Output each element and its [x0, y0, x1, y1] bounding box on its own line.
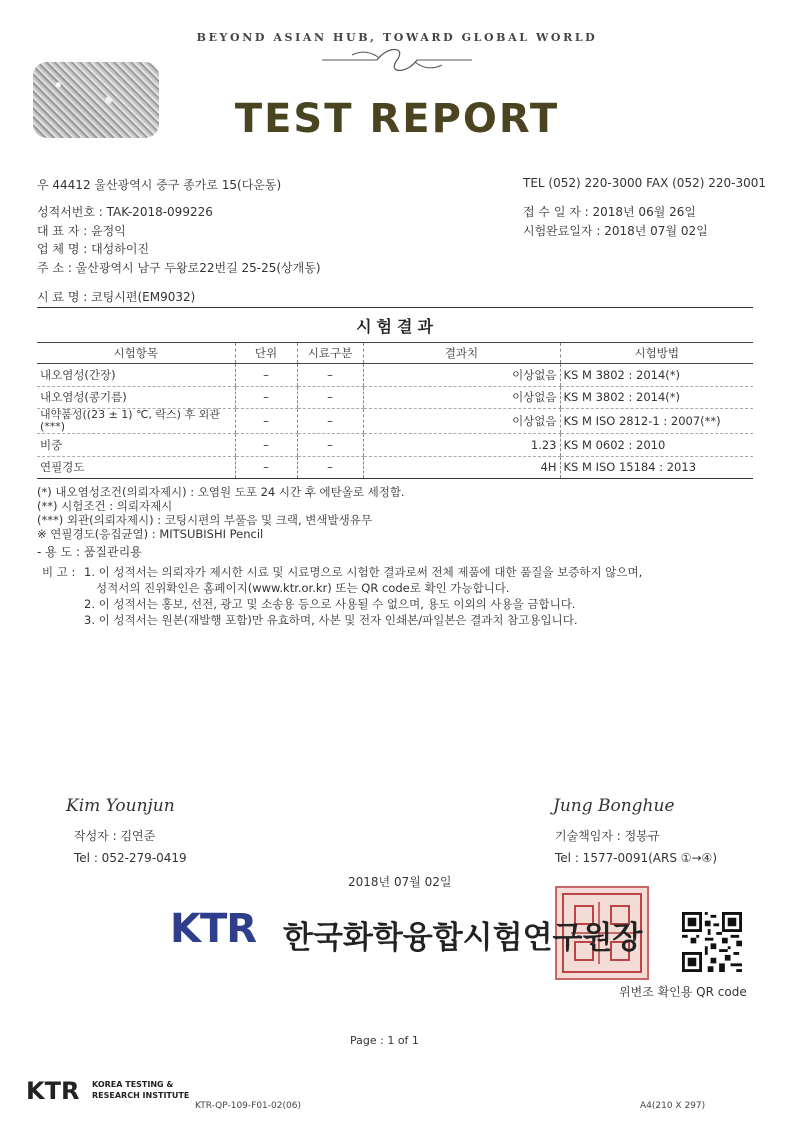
table-header: [37, 343, 753, 364]
cell-test-item: 내약품성((23 ± 1) ℃, 락스) 후 외관 (***): [37, 409, 235, 434]
lab-contact: TEL (052) 220-3000 FAX (052) 220-3001: [523, 176, 766, 190]
cell-sample-type: –: [297, 386, 363, 409]
table-row: [37, 456, 753, 479]
manager-name: 기술책임자 : 정봉규: [555, 829, 660, 843]
cell-method: KS M 3802 : 2014(*): [560, 364, 753, 387]
remark-line: 3. 이 성적서는 원본(재발행 포함)만 유효하며, 사본 및 전자 인쇄본/파일본은 결과치 참고용입니다.: [84, 613, 578, 627]
page-number: Page : 1 of 1: [350, 1034, 419, 1047]
completion-date: 시험완료일자 : 2018년 07월 02일: [523, 224, 708, 238]
cell-result: 이상없음: [363, 409, 560, 434]
cell-sample-type: –: [297, 409, 363, 434]
table-row: [37, 386, 753, 409]
table-row: [37, 434, 753, 457]
col-header: 시험항목: [37, 343, 235, 364]
cell-method: KS M ISO 2812-1 : 2007(**): [560, 409, 753, 434]
sample-name: 시 료 명 : 코팅시편(EM9032): [37, 290, 196, 304]
divider: [37, 307, 753, 308]
cell-method: KS M ISO 15184 : 2013: [560, 456, 753, 479]
cell-result: 1.23: [363, 434, 560, 457]
col-header: 결과치: [363, 343, 560, 364]
col-header: 시험방법: [560, 343, 753, 364]
qr-code-icon: [682, 912, 742, 972]
paper-size: A4(210 X 297): [640, 1101, 706, 1111]
cell-result: 이상없음: [363, 386, 560, 409]
cell-test-item: 비중: [37, 434, 235, 457]
manager-tel: Tel : 1577-0091(ARS ①→④): [555, 851, 717, 865]
qr-caption: 위변조 확인용 QR code: [619, 985, 747, 999]
table-row: [37, 364, 753, 387]
col-header: 단위: [235, 343, 297, 364]
results-heading: 시험결과: [356, 317, 438, 336]
cell-unit: –: [235, 386, 297, 409]
cell-test-item: 내오염성(콩기름): [37, 386, 235, 409]
col-header: 시료구분: [297, 343, 363, 364]
ktr-logo: KTR: [170, 906, 257, 952]
footer-org-line: RESEARCH INSTITUTE: [92, 1091, 190, 1100]
flourish-ornament-icon: [317, 46, 477, 74]
author-signature: Kim Younjun: [66, 796, 175, 816]
issue-date: 2018년 07월 02일: [348, 875, 452, 889]
report-number: 성적서번호 : TAK-2018-099226: [37, 205, 213, 219]
note: (***) 외관(의뢰자제시) : 코팅시편의 부풀음 및 크랙, 변색발생유무: [37, 513, 372, 527]
company-address: 주 소 : 울산광역시 남구 두왕로22번길 25-25(상개동): [37, 261, 321, 275]
remark-line: 성적서의 진위확인은 홈페이지(www.ktr.or.kr) 또는 QR code로 확인 가능합니다.: [96, 581, 510, 595]
footer-ktr-logo: KTR: [26, 1077, 80, 1105]
note: (**) 시험조건 : 의뢰자제시: [37, 499, 173, 513]
cell-method: KS M 3802 : 2014(*): [560, 386, 753, 409]
remark-line: 1. 이 성적서는 의뢰자가 제시한 시료 및 시료명으로 시험한 결과로써 전체 제품에 대한 품질을 보증하지 않으며,: [84, 565, 643, 579]
footer-org-line: KOREA TESTING &: [92, 1080, 174, 1089]
purpose: - 용 도 : 품질관리용: [37, 545, 142, 559]
cell-method: KS M 0602 : 2010: [560, 434, 753, 457]
cell-result: 4H: [363, 456, 560, 479]
document-code: KTR-QP-109-F01-02(06): [195, 1101, 301, 1111]
remark-line: 2. 이 성적서는 홍보, 선전, 광고 및 소송용 등으로 사용될 수 없으며, 용도 이외의 사용을 금합니다.: [84, 597, 576, 611]
note: ※ 연필경도(응집균열) : MITSUBISHI Pencil: [37, 527, 264, 541]
report-title: TEST REPORT: [234, 96, 560, 142]
manager-signature: Jung Bonghue: [553, 796, 675, 816]
footer-org-name: [92, 1079, 189, 1101]
cell-unit: –: [235, 434, 297, 457]
representative: 대 표 자 : 윤정익: [37, 224, 126, 238]
remarks-label: 비 고 :: [42, 565, 76, 579]
cell-sample-type: –: [297, 364, 363, 387]
author-name: 작성자 : 김연준: [74, 829, 156, 843]
table-row: [37, 409, 753, 434]
cell-result: 이상없음: [363, 364, 560, 387]
cell-test-item: 연필경도: [37, 456, 235, 479]
cell-unit: –: [235, 409, 297, 434]
results-table: [37, 342, 753, 479]
receipt-date: 접 수 일 자 : 2018년 06월 26일: [523, 205, 696, 219]
cell-sample-type: –: [297, 456, 363, 479]
cell-unit: –: [235, 364, 297, 387]
banner-slogan: BEYOND ASIAN HUB, TOWARD GLOBAL WORLD: [196, 31, 598, 44]
cell-test-item: 내오염성(간장): [37, 364, 235, 387]
organization-name: 한국화학융합시험연구원장: [283, 920, 643, 956]
cell-sample-type: –: [297, 434, 363, 457]
cell-unit: –: [235, 456, 297, 479]
company-name: 업 체 명 : 대성하이진: [37, 242, 150, 256]
note: (*) 내오염성조건(의뢰자제시) : 오염원 도포 24 시간 후 에탄올로 세정함.: [37, 485, 405, 499]
lab-address: 우 44412 울산광역시 중구 종가로 15(다운동): [37, 178, 282, 192]
author-tel: Tel : 052-279-0419: [74, 851, 187, 865]
